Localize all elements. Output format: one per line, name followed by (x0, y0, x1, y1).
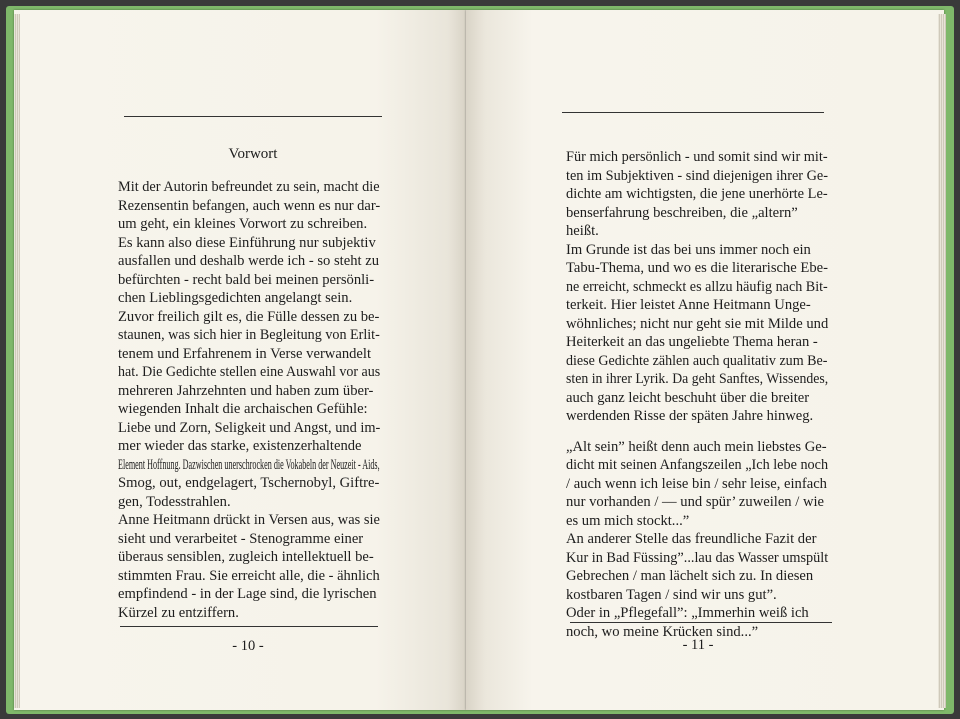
text-line: um geht, ein kleines Vorwort zu schreiben. (118, 216, 368, 232)
text-line: sten in ihrer Lyrik. Da geht Sanftes, Wissendes, (566, 371, 829, 387)
left-top-rule (124, 116, 382, 117)
left-bottom-rule (120, 626, 378, 627)
text-line: chen Lieblingsgedichten angelangt sein. (118, 290, 353, 306)
text-line: „Alt sein” heißt denn auch mein liebstes Ge- (566, 438, 827, 455)
right-page-edges (938, 14, 946, 708)
text-line: stimmten Frau. Sie erreicht alle, die - ähnlich (118, 567, 380, 584)
page-title: Vorwort (228, 146, 278, 162)
text-line: Element Hoffnung. Dazwischen unerschrocken die Vokabeln der Neuzeit - Aids, (118, 456, 380, 473)
text-line: Smog, out, endgelagert, Tschernobyl, Giftre- (118, 475, 380, 491)
text-line: Anne Heitmann drückt in Versen aus, was sie (118, 512, 380, 528)
text-line: werdenden Risse der späten Jahre hinweg. (566, 408, 814, 424)
text-line: wöhnliches; nicht nur geht sie mit Milde und (566, 315, 829, 332)
text-line: befürchten - recht bald bei meinen persönli- (118, 271, 375, 288)
text-line: Zuvor freilich gilt es, die Fülle dessen zu be- (118, 308, 380, 325)
text-line: Rezensentin befangen, auch wenn es nur dar- (118, 197, 381, 214)
right-page-number: - 11 - (682, 637, 714, 653)
text-line: überaus sensiblen, zugleich intellektuell be- (118, 549, 374, 565)
text-line: mer wieder das starke, existenzerhaltende (118, 438, 362, 454)
text-line: mehreren Jahrzehnten und haben zum über- (118, 382, 374, 399)
text-line: terkeit. Hier leistet Anne Heitmann Unge- (566, 297, 811, 313)
text-line: Mit der Autorin befreundet zu sein, macht die (118, 179, 380, 195)
text-line: / auch wenn ich leise bin / sehr leise, einfach (566, 475, 827, 492)
text-line: ne erreicht, schmeckt es allzu häufig nach Bit- (566, 278, 828, 295)
text-line: noch, wo meine Krücken sind...” (566, 623, 759, 640)
left-page-number: - 10 - (232, 638, 264, 654)
text-line: gen, Todesstrahlen. (118, 493, 231, 510)
text-line: nur vorhanden / — und spür’ zuweilen / wie (566, 494, 825, 510)
right-bottom-rule (570, 622, 832, 623)
text-line (566, 426, 828, 438)
text-line: hat. Die Gedichte stellen eine Auswahl vor aus (118, 364, 381, 380)
text-line: dicht mit seinen Anfangszeilen „Ich lebe noch (566, 457, 829, 473)
text-line: ausfallen und deshalb werde ich - so steht zu (118, 253, 379, 269)
right-body-text (566, 148, 828, 641)
text-line: Es kann also diese Einführung nur subjektiv (118, 234, 376, 251)
text-line: Liebe und Zorn, Seligkeit und Angst, und im- (118, 419, 381, 436)
text-line: Tabu-Thema, und wo es die literarische Ebe- (566, 260, 828, 276)
text-line: Kur in Bad Füssing”...lau das Wasser umspült (566, 549, 829, 566)
right-top-rule (562, 112, 824, 113)
text-line: kostbaren Tagen / sind wir uns gut”. (566, 586, 777, 603)
text-line: ten im Subjektiven - sind diejenigen ihrer Ge- (566, 167, 828, 184)
text-line: An anderer Stelle das freundliche Fazit der (566, 531, 817, 547)
text-line: Im Grunde ist das bei uns immer noch ein (566, 241, 811, 258)
text-line: Oder in „Pflegefall”: „Immerhin weiß ich (566, 605, 809, 621)
text-line: staunen, was sich hier in Begleitung von Erlit- (118, 327, 380, 343)
text-line: benserfahrung beschreiben, die „altern” (566, 204, 798, 221)
text-line: es um mich stockt...” (566, 512, 690, 529)
text-line: empfindend - in der Lage sind, die lyrischen (118, 586, 377, 602)
text-line: Für mich persönlich - und somit sind wir mit- (566, 149, 828, 165)
text-line: auch ganz leicht beschuht über die breiter (566, 389, 810, 406)
text-line: Gebrechen / man lächelt sich zu. In diesen (566, 568, 814, 584)
left-body-text (118, 178, 380, 622)
text-line: diese Gedichte zählen auch qualitativ zum Be- (566, 352, 828, 369)
text-line: tenem und Erfahrenem in Verse verwandelt (118, 345, 371, 362)
left-page-edges (14, 14, 20, 708)
text-line: Heiterkeit an das ungeliebte Thema heran - (566, 334, 818, 350)
text-line: heißt. (566, 223, 599, 239)
text-line: dichte am wichtigsten, die jene unerhörte Le- (566, 186, 828, 202)
text-line: Kürzel zu entziffern. (118, 604, 239, 621)
text-line: wiegenden Inhalt die archaischen Gefühle: (118, 401, 368, 417)
text-line: sieht und verarbeitet - Stenogramme einer (118, 530, 364, 547)
